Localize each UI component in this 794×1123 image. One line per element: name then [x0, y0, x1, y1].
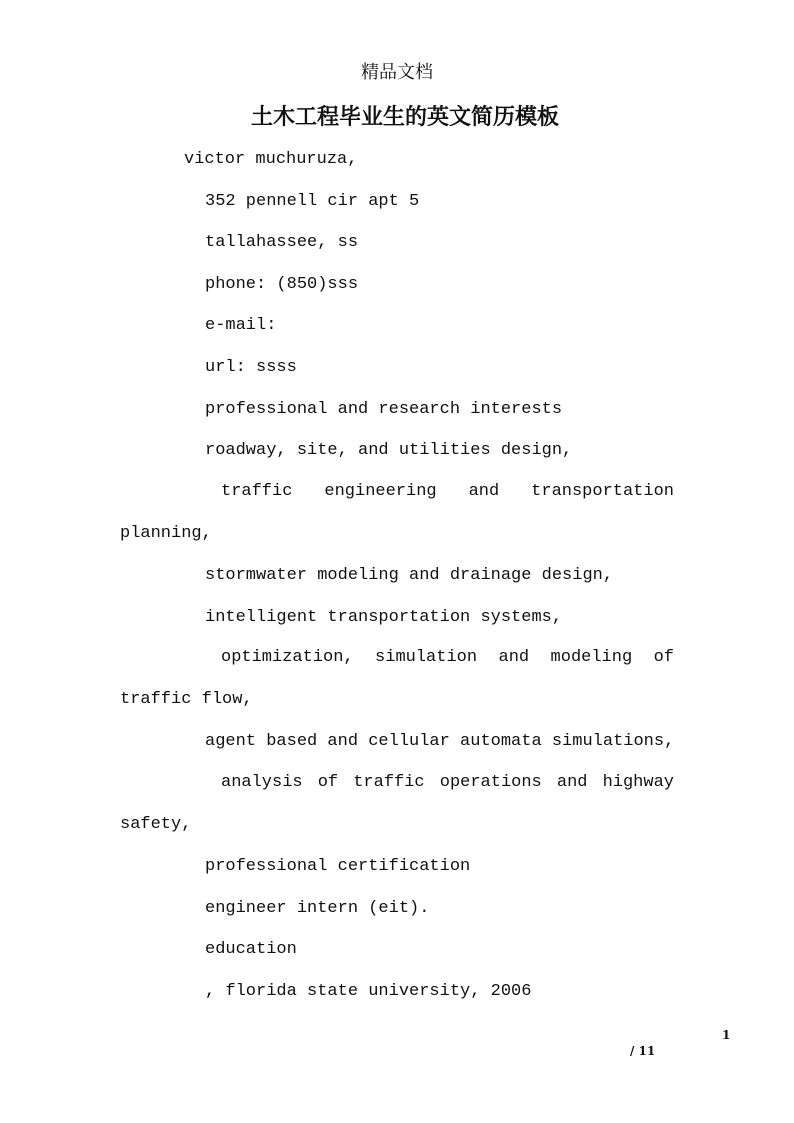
- page-number: 1: [722, 1028, 731, 1042]
- interest-item: intelligent transportation systems,: [205, 608, 563, 627]
- interest-item: analysis of traffic operations and highway safety,: [120, 773, 674, 834]
- interest-item: traffic engineering and transportation planning,: [120, 482, 674, 543]
- interest-item: agent based and cellular automata simulations,: [205, 732, 675, 751]
- page-total: / 11: [630, 1044, 656, 1058]
- page-header-label: 精品文档: [361, 62, 433, 83]
- certification-heading: professional certification: [205, 857, 471, 876]
- resume-phone: phone: (850)sss: [205, 275, 359, 294]
- resume-address: 352 pennell cir apt 5: [205, 192, 420, 211]
- education-heading: education: [205, 940, 297, 959]
- resume-url: url: ssss: [205, 358, 297, 377]
- interests-heading: professional and research interests: [205, 400, 563, 419]
- interest-item: optimization, simulation and modeling of traffic flow,: [120, 648, 674, 709]
- interest-item: roadway, site, and utilities design,: [205, 441, 573, 460]
- interest-item: stormwater modeling and drainage design,: [205, 566, 614, 585]
- document-title: 土木工程毕业生的英文简历模板: [250, 105, 559, 130]
- resume-email: e-mail:: [205, 316, 277, 335]
- resume-name: victor muchuruza,: [184, 150, 358, 169]
- education-entry: , florida state university, 2006: [205, 982, 532, 1001]
- resume-city: tallahassee, ss: [205, 233, 359, 252]
- certification-entry: engineer intern (eit).: [205, 899, 430, 918]
